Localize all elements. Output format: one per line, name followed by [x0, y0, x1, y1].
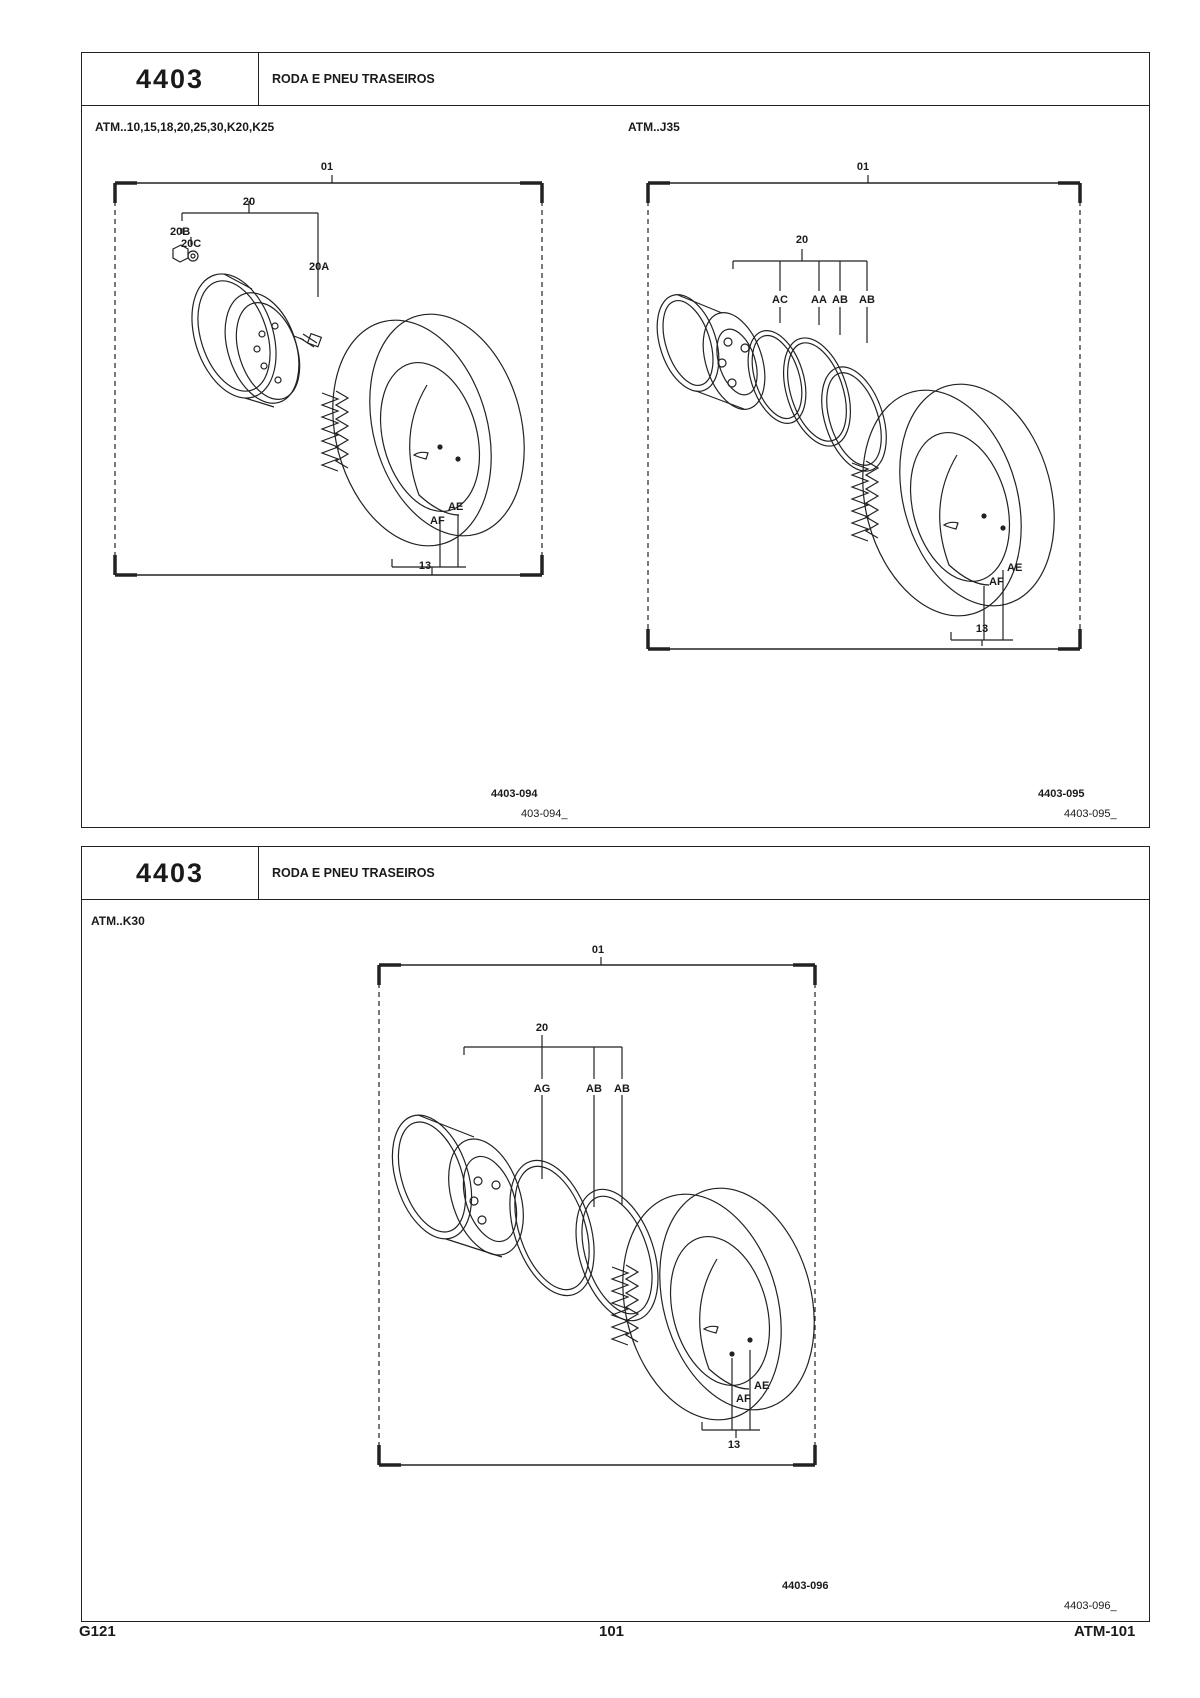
- callout-ae: AE: [448, 501, 464, 513]
- model-label-right: ATM..J35: [628, 120, 680, 134]
- callout-01: 01: [856, 161, 870, 173]
- callout-af: AF: [736, 1393, 751, 1405]
- callout-01: 01: [591, 944, 605, 956]
- callout-20a: 20A: [309, 261, 330, 273]
- callout-af: AF: [430, 515, 445, 527]
- footer-page-number: 101: [599, 1623, 625, 1640]
- wheel-diagram-096: [82, 847, 1151, 1623]
- callout-ab: AB: [832, 294, 848, 306]
- figure-ref-094: 4403-094: [491, 788, 538, 800]
- figure-ref-096: 4403-096: [782, 1580, 829, 1592]
- callout-20: 20: [795, 234, 809, 246]
- section-code: 4403: [82, 53, 259, 105]
- callout-ae: AE: [754, 1380, 770, 1392]
- callout-13: 13: [727, 1439, 741, 1451]
- figure-ref-095: 4403-095: [1038, 788, 1085, 800]
- file-ref-094: 403-094_: [521, 808, 568, 820]
- wheel-diagram-095: [82, 53, 1151, 829]
- rim-drawing: [646, 287, 776, 417]
- section-title: RODA E PNEU TRASEIROS: [272, 72, 435, 86]
- callout-20: 20: [242, 196, 256, 208]
- section-code: 4403: [82, 847, 259, 899]
- rings-drawing: [737, 323, 898, 479]
- callout-20c: 20C: [181, 238, 202, 250]
- file-ref-096: 4403-096_: [1064, 1600, 1117, 1612]
- callout-ac: AC: [772, 294, 788, 306]
- callout-ag: AG: [533, 1083, 551, 1095]
- rim-drawing: [378, 1105, 537, 1265]
- tyre-drawing: [599, 1171, 838, 1438]
- callout-ae: AE: [1007, 562, 1023, 574]
- callout-af: AF: [989, 576, 1004, 588]
- callout-20: 20: [535, 1022, 549, 1034]
- callout-aa: AA: [811, 294, 827, 306]
- callout-13: 13: [975, 623, 989, 635]
- callout-20b: 20B: [170, 226, 191, 238]
- model-label-left: ATM..10,15,18,20,25,30,K20,K25: [95, 120, 275, 134]
- rings-drawing: [494, 1150, 673, 1331]
- parts-panel-top: [81, 52, 1150, 828]
- parts-panel-bottom: [81, 846, 1150, 1622]
- footer-right: ATM-101: [1074, 1623, 1136, 1640]
- callout-ab: AB: [859, 294, 875, 306]
- callout-01: 01: [320, 161, 334, 173]
- footer-left: G121: [79, 1623, 116, 1640]
- model-label: ATM..K30: [91, 914, 145, 928]
- file-ref-095: 4403-095_: [1064, 808, 1117, 820]
- callout-ab: AB: [586, 1083, 602, 1095]
- section-title: RODA E PNEU TRASEIROS: [272, 866, 435, 880]
- callout-13: 13: [418, 560, 432, 572]
- callout-ab: AB: [614, 1083, 630, 1095]
